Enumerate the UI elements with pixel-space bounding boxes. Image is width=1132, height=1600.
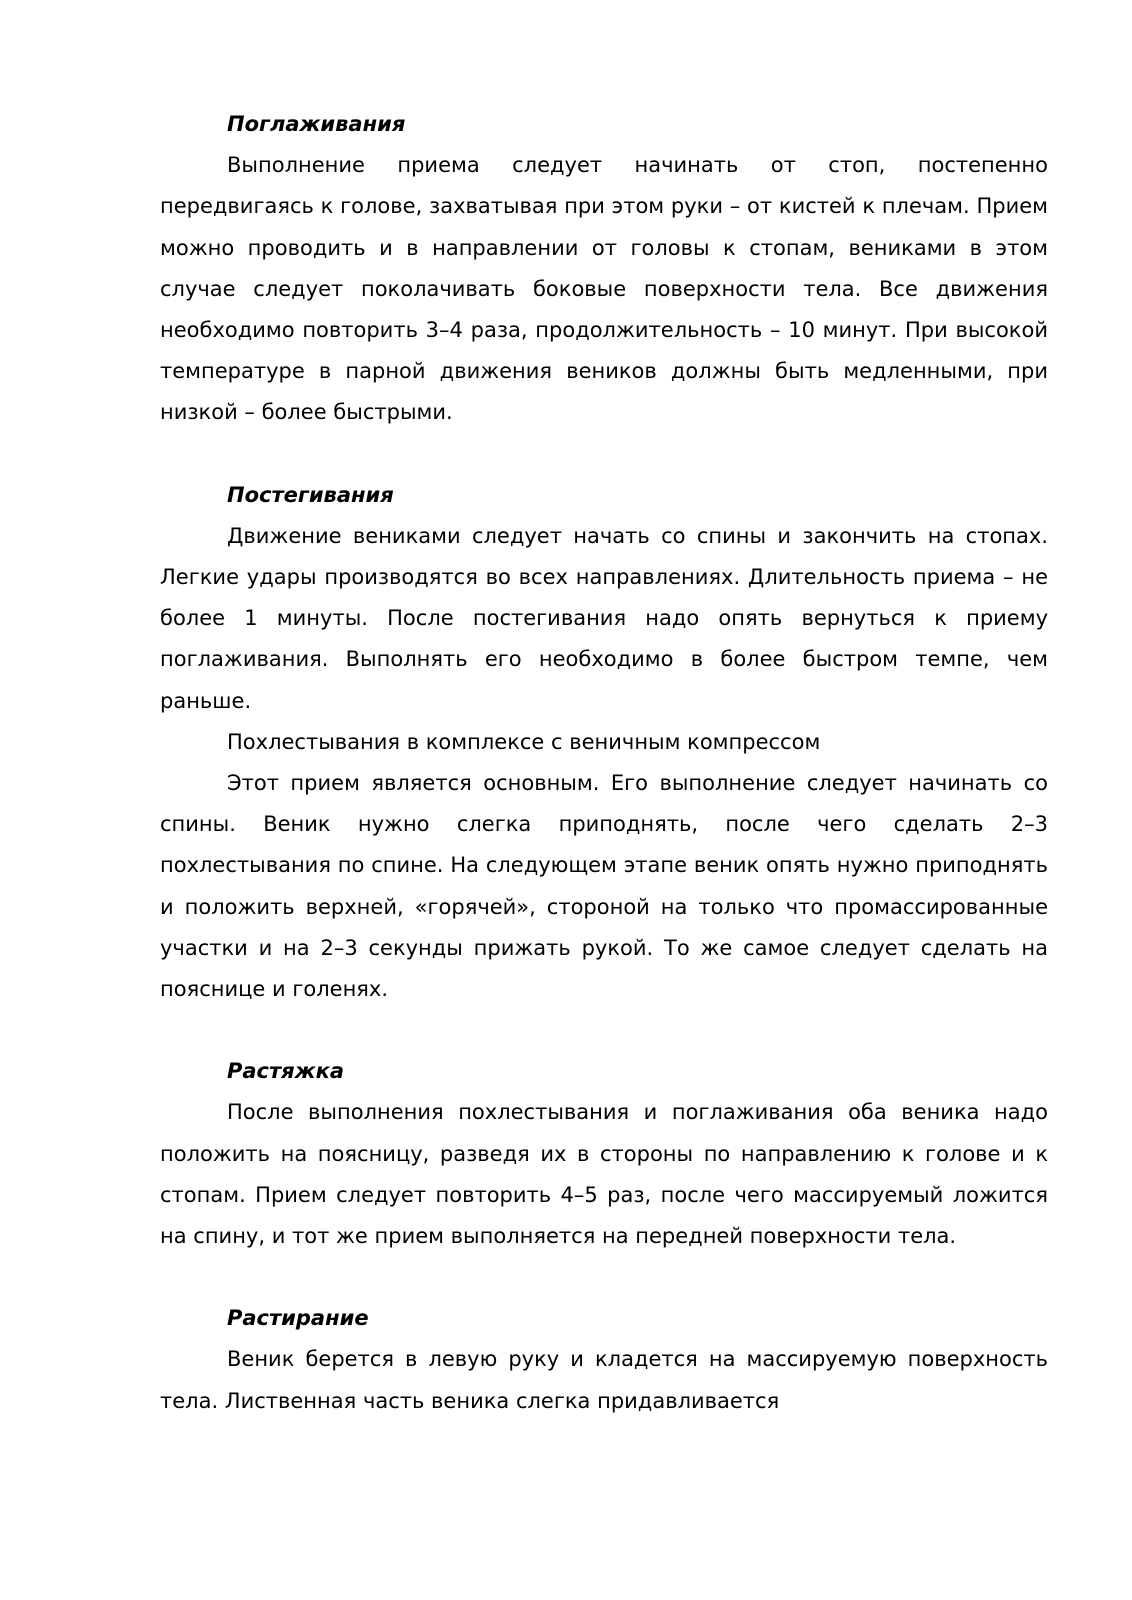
paragraph: После выполнения похлестывания и поглаживания оба веника надо положить на поясницу, разведя их в стороны по направлению к голове и к стопам. Прием следует повторить 4–5 раз, после чего массируемый ложится на спину, и тот же прием выполняется на передней поверхности тела. [160,1100,1048,1249]
paragraph: Движение вениками следует начать со спины и закончить на стопах. Легкие удары производятся во всех направлениях. Длительность приема – не более 1 минуты. После постегивания надо опять вернуться к приему поглаживания. Выполнять его необходимо в более быстром темпе, чем раньше. [160,523,1048,713]
paragraph: Этот прием является основным. Его выполнение следует начинать со спины. Веник нужно слегка приподнять, после чего сделать 2–3 похлестывания по спине. На следующем этапе веник опять нужно приподнять и положить верхней, «горячей», стороной на только что промассированные участки и на 2–3 секунды прижать рукой. То же самое следует сделать на пояснице и голенях. [160,771,1048,1002]
paragraph: Веник берется в левую руку и кладется на массируемую поверхность тела. Лиственная часть веника слегка придавливается [160,1347,1048,1413]
section-heading: Поглаживания [227,112,406,136]
section-rastiranie [160,1298,1048,1422]
document-body [160,104,1048,1422]
paragraph: Выполнение приема следует начинать от стоп, постепенно передвигаясь к голове, захватывая при этом руки – от кистей к плечам. Прием можно проводить и в направлении от головы к стопам, вениками в этом случае следует поколачивать боковые поверхности тела. Все движения необходимо повторить 3–4 раза, продолжительность – 10 минут. При высокой температуре в парной движения веников должны быть медленными, при низкой – более быстрыми. [160,153,1048,425]
section-poglazhivaniya [160,104,1048,434]
section-heading: Постегивания [227,482,394,507]
section-heading: Растирание [227,1306,369,1331]
section-postegivaniya [160,475,1048,1011]
subheading-paragraph: Похлестывания в комплексе с веничным компрессом [227,729,821,754]
section-heading: Растяжка [227,1059,344,1084]
section-rastyazhka [160,1051,1048,1257]
